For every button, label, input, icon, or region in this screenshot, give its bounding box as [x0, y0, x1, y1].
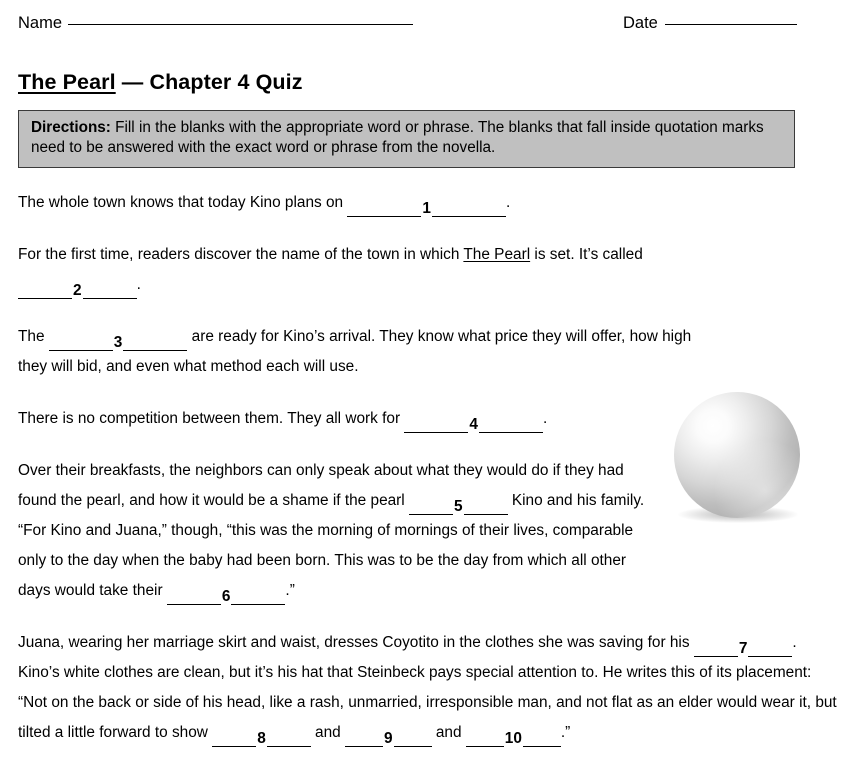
pearl-sphere-icon — [674, 392, 800, 518]
answer-blank-4-left[interactable] — [404, 417, 468, 433]
answer-blank-8-right[interactable] — [267, 731, 311, 747]
question-1-text-after: . — [505, 194, 511, 211]
question-2-text-after: . — [136, 276, 141, 293]
answer-blank-7[interactable] — [694, 627, 793, 657]
answer-blank-3[interactable] — [49, 321, 188, 351]
answer-blank-8-left[interactable] — [212, 731, 256, 747]
answer-blank-1-number: 1 — [422, 200, 431, 218]
question-4-text-after: . — [542, 410, 548, 427]
answer-blank-5-right[interactable] — [464, 499, 508, 515]
answer-blank-10-right[interactable] — [523, 731, 561, 747]
question-1-text-before: The whole town knows that today Kino plans on — [18, 194, 348, 211]
answer-blank-2-left[interactable] — [18, 283, 72, 299]
answer-blank-4-right[interactable] — [479, 417, 543, 433]
answer-blank-3-left[interactable] — [49, 335, 113, 351]
question-5 — [18, 456, 658, 606]
date-field-group — [623, 14, 797, 33]
answer-blank-3-right[interactable] — [123, 335, 187, 351]
answer-blank-8-number: 8 — [257, 730, 266, 748]
question-3 — [18, 322, 718, 382]
answer-blank-9-left[interactable] — [345, 731, 383, 747]
question-2 — [18, 240, 718, 300]
question-2-text-before: For the first time, readers discover the name of the town in which — [18, 246, 464, 263]
pearl-illustration — [668, 388, 813, 526]
question-7-text-after: .” — [560, 724, 571, 741]
question-7-join-1: and — [310, 724, 345, 741]
question-4-text-before: There is no competition between them. They all work for — [18, 410, 405, 427]
answer-blank-6-number: 6 — [221, 588, 231, 606]
question-4 — [18, 404, 658, 434]
date-label: Date — [623, 14, 658, 32]
answer-blank-7-right[interactable] — [748, 641, 792, 657]
question-2-book-title: The Pearl — [463, 246, 531, 263]
answer-blank-1[interactable] — [347, 187, 506, 217]
date-write-in-line[interactable] — [665, 24, 797, 25]
question-7-text-before: Juana, wearing her marriage skirt and waist, dresses Coyotito in the clothes she was saving for his — [18, 634, 694, 651]
answer-blank-7-number: 7 — [738, 640, 748, 658]
directions-box — [18, 110, 795, 168]
name-date-row — [18, 14, 830, 40]
directions-text: Fill in the blanks with the appropriate word or phrase. The blanks that fall inside quotation marks need to be answered with the exact word or phrase from the novella. — [31, 119, 764, 157]
page-title-rest: — Chapter 4 Quiz — [115, 70, 303, 95]
answer-blank-4[interactable] — [404, 403, 543, 433]
question-5-text-middle: Kino and his family. “For Kino and Juana,” though, “this was the morning of mornings of their lives, comparable only to the day when the baby had been born. This was to be the day from which all other days would take their — [18, 492, 645, 599]
answer-blank-9[interactable] — [345, 717, 432, 747]
question-7-join-2: and — [431, 724, 466, 741]
name-write-in-line[interactable] — [68, 24, 413, 25]
answer-blank-5[interactable] — [409, 485, 508, 515]
question-1 — [18, 188, 718, 218]
answer-blank-10[interactable] — [466, 717, 561, 747]
answer-blank-10-number: 10 — [504, 730, 522, 748]
answer-blank-6-right[interactable] — [231, 589, 285, 605]
question-7 — [18, 628, 842, 748]
answer-blank-2-right[interactable] — [83, 283, 137, 299]
answer-blank-5-number: 5 — [454, 498, 463, 516]
answer-blank-5-left[interactable] — [409, 499, 453, 515]
answer-blank-2-number: 2 — [73, 282, 82, 300]
question-5-text-after: .” — [285, 582, 295, 599]
answer-blank-1-left[interactable] — [347, 201, 421, 217]
question-7-text-middle: . Kino’s white clothes are clean, but it’s his hat that Steinbeck pays special attention to. He writes this of its placement: “Not on the back or side of his head, like a rash, unmarried, irresponsible man, and not flat as an elder would wear it, but tilted a little forward to show — [18, 634, 837, 741]
answer-blank-8[interactable] — [212, 717, 311, 747]
name-label: Name — [18, 14, 63, 32]
answer-blank-10-left[interactable] — [466, 731, 504, 747]
question-2-text-middle: is set. It’s called — [530, 246, 643, 263]
answer-blank-1-right[interactable] — [432, 201, 506, 217]
question-3-text-before: The — [18, 328, 49, 345]
answer-blank-9-right[interactable] — [394, 731, 432, 747]
page-title-book: The Pearl — [18, 70, 116, 95]
answer-blank-6[interactable] — [167, 575, 286, 605]
question-5-text-before: Over their breakfasts, the neighbors can only speak about what they would do if they had found the pearl, and how it would be a shame if the pearl — [18, 462, 624, 509]
answer-blank-9-number: 9 — [383, 730, 393, 748]
question-3-text-after: are ready for Kino’s arrival. They know what price they will offer, how high they will bid, and even what method each will use. — [18, 328, 692, 375]
answer-blank-4-number: 4 — [469, 416, 478, 434]
answer-blank-2[interactable] — [18, 269, 137, 299]
directions-label: Directions: — [31, 119, 111, 136]
answer-blank-7-left[interactable] — [694, 641, 738, 657]
answer-blank-6-left[interactable] — [167, 589, 221, 605]
page-title — [18, 70, 303, 95]
answer-blank-3-number: 3 — [113, 334, 123, 352]
